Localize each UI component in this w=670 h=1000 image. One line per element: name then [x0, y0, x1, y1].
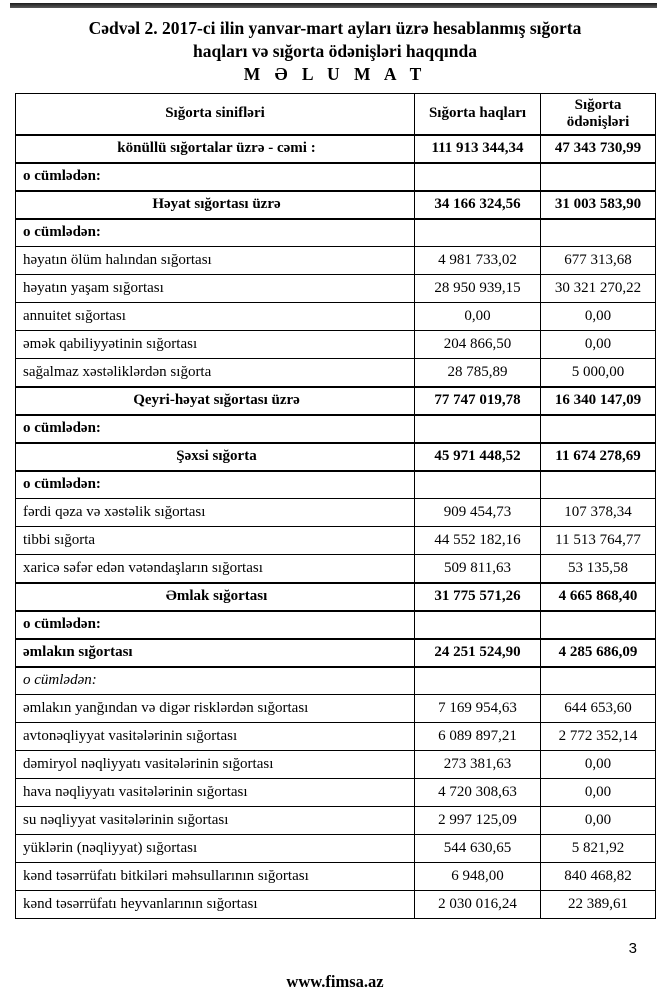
row-label: həyatın yaşam sığortası: [16, 275, 415, 303]
table-row: [16, 499, 656, 527]
row-label: könüllü sığortalar üzrə - cəmi :: [16, 135, 415, 163]
payment-value: 840 468,82: [541, 863, 656, 891]
premium-value: 273 381,63: [415, 751, 541, 779]
row-label: əmlakın yanğından və digər risklərdən sığortası: [16, 695, 415, 723]
premium-value: [415, 611, 541, 639]
premium-value: 28 950 939,15: [415, 275, 541, 303]
table-row: [16, 611, 656, 639]
table-row: [16, 583, 656, 611]
payment-value: 22 389,61: [541, 891, 656, 919]
premium-value: 24 251 524,90: [415, 639, 541, 667]
table-row: [16, 891, 656, 919]
row-label: xaricə səfər edən vətəndaşların sığortası: [16, 555, 415, 583]
premium-value: 45 971 448,52: [415, 443, 541, 471]
payment-value: 5 821,92: [541, 835, 656, 863]
premium-value: 111 913 344,34: [415, 135, 541, 163]
row-label: əmlakın sığortası: [16, 639, 415, 667]
premium-value: 4 720 308,63: [415, 779, 541, 807]
table-header: [16, 94, 656, 135]
table-row: [16, 863, 656, 891]
payment-value: 16 340 147,09: [541, 387, 656, 415]
table-row: [16, 835, 656, 863]
premium-value: [415, 415, 541, 443]
table-row: [16, 751, 656, 779]
row-label: avtonəqliyyat vasitələrinin sığortası: [16, 723, 415, 751]
table-row: [16, 387, 656, 415]
payment-value: 0,00: [541, 303, 656, 331]
row-label: əmək qabiliyyətinin sığortası: [16, 331, 415, 359]
premium-value: 909 454,73: [415, 499, 541, 527]
row-label: fərdi qəza və xəstəlik sığortası: [16, 499, 415, 527]
row-label: o cümlədən:: [16, 611, 415, 639]
table-row: [16, 163, 656, 191]
premium-value: 34 166 324,56: [415, 191, 541, 219]
payment-value: 0,00: [541, 331, 656, 359]
premium-value: [415, 163, 541, 191]
table-row: [16, 639, 656, 667]
row-label: dəmiryol nəqliyyatı vasitələrinin sığortası: [16, 751, 415, 779]
premium-value: 2 997 125,09: [415, 807, 541, 835]
row-label: Qeyri-həyat sığortası üzrə: [16, 387, 415, 415]
table-body: [16, 135, 656, 919]
header-row: [16, 94, 656, 135]
table-row: [16, 275, 656, 303]
col-header-classes: Sığorta sinifləri: [16, 94, 415, 135]
row-label: Əmlak sığortası: [16, 583, 415, 611]
payment-value: 0,00: [541, 751, 656, 779]
title-line-1: Cədvəl 2. 2017-ci ilin yanvar-mart ayları üzrə hesablanmış sığorta: [88, 18, 582, 38]
premium-value: 77 747 019,78: [415, 387, 541, 415]
table-row: [16, 807, 656, 835]
col-header-premiums: Sığorta haqları: [415, 94, 541, 135]
footer-url: www.fimsa.az: [286, 972, 384, 991]
payment-value: 53 135,58: [541, 555, 656, 583]
payment-value: 107 378,34: [541, 499, 656, 527]
row-label: yüklərin (nəqliyyat) sığortası: [16, 835, 415, 863]
table-row: [16, 723, 656, 751]
page-number: 3: [628, 940, 637, 957]
payment-value: [541, 471, 656, 499]
table-row: [16, 359, 656, 387]
payment-value: 4 665 868,40: [541, 583, 656, 611]
table-row: [16, 331, 656, 359]
payment-value: 5 000,00: [541, 359, 656, 387]
payment-value: 11 674 278,69: [541, 443, 656, 471]
table-row: [16, 779, 656, 807]
row-label: həyatın ölüm halından sığortası: [16, 247, 415, 275]
payment-value: [541, 611, 656, 639]
premium-value: 544 630,65: [415, 835, 541, 863]
row-label: su nəqliyyat vasitələrinin sığortası: [16, 807, 415, 835]
title-line-3: M Ə L U M A T: [243, 64, 427, 84]
table-row: [16, 135, 656, 163]
table-row: [16, 247, 656, 275]
premium-value: [415, 219, 541, 247]
premium-value: 44 552 182,16: [415, 527, 541, 555]
payment-value: 4 285 686,09: [541, 639, 656, 667]
payment-value: 11 513 764,77: [541, 527, 656, 555]
premium-value: [415, 667, 541, 695]
table-row: [16, 303, 656, 331]
table-row: [16, 667, 656, 695]
payment-value: [541, 667, 656, 695]
premium-value: 0,00: [415, 303, 541, 331]
row-label: Şəxsi sığorta: [16, 443, 415, 471]
row-label: sağalmaz xəstəliklərdən sığorta: [16, 359, 415, 387]
payment-value: [541, 163, 656, 191]
payment-value: 47 343 730,99: [541, 135, 656, 163]
row-label: o cümlədən:: [16, 163, 415, 191]
row-label: kənd təsərrüfatı heyvanlarının sığortası: [16, 891, 415, 919]
payment-value: 644 653,60: [541, 695, 656, 723]
table-row: [16, 219, 656, 247]
row-label: hava nəqliyyatı vasitələrinin sığortası: [16, 779, 415, 807]
table-row: [16, 555, 656, 583]
payment-value: 677 313,68: [541, 247, 656, 275]
table-row: [16, 415, 656, 443]
premium-value: 28 785,89: [415, 359, 541, 387]
payment-value: [541, 219, 656, 247]
premium-value: 6 089 897,21: [415, 723, 541, 751]
table-row: [16, 471, 656, 499]
payment-value: 31 003 583,90: [541, 191, 656, 219]
row-label: o cümlədən:: [16, 415, 415, 443]
premium-value: [415, 471, 541, 499]
row-label: o cümlədən:: [16, 667, 415, 695]
payment-value: 0,00: [541, 779, 656, 807]
payment-value: 0,00: [541, 807, 656, 835]
row-label: o cümlədən:: [16, 471, 415, 499]
table-row: [16, 443, 656, 471]
row-label: tibbi sığorta: [16, 527, 415, 555]
premium-value: 2 030 016,24: [415, 891, 541, 919]
premium-value: 4 981 733,02: [415, 247, 541, 275]
table-row: [16, 695, 656, 723]
row-label: Həyat sığortası üzrə: [16, 191, 415, 219]
premium-value: 509 811,63: [415, 555, 541, 583]
premium-value: 31 775 571,26: [415, 583, 541, 611]
premium-value: 204 866,50: [415, 331, 541, 359]
insurance-table: [15, 93, 656, 919]
row-label: annuitet sığortası: [16, 303, 415, 331]
premium-value: 6 948,00: [415, 863, 541, 891]
document-title: [0, 0, 670, 86]
table-row: [16, 527, 656, 555]
premium-value: 7 169 954,63: [415, 695, 541, 723]
payment-value: 2 772 352,14: [541, 723, 656, 751]
top-rule: [10, 3, 657, 8]
col-header-payments: Sığorta ödənişləri: [541, 94, 656, 135]
row-label: o cümlədən:: [16, 219, 415, 247]
table-row: [16, 191, 656, 219]
row-label: kənd təsərrüfatı bitkiləri məhsullarının sığortası: [16, 863, 415, 891]
payment-value: 30 321 270,22: [541, 275, 656, 303]
title-line-2: haqları və sığorta ödənişləri haqqında: [193, 41, 477, 61]
payment-value: [541, 415, 656, 443]
